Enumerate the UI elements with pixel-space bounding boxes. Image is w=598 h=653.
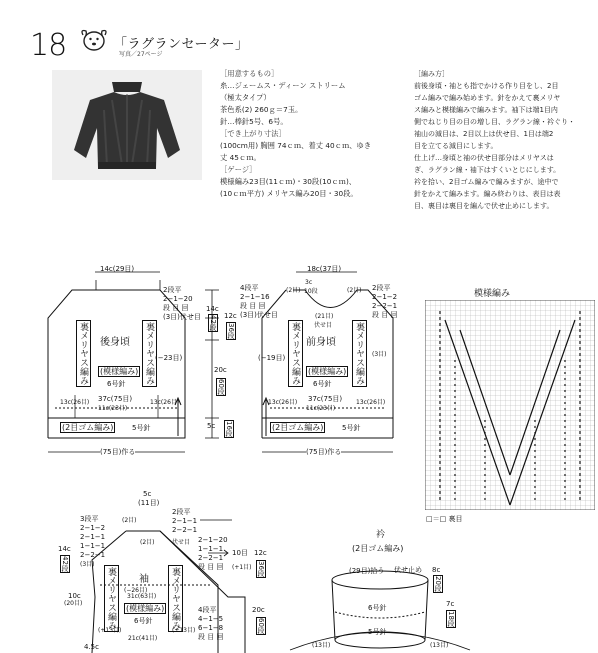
sleeve-arrow-10: 10目 [232,549,248,557]
front-center: (模様編み) [308,367,347,376]
front-left-bind: (3目)伏せ目 [240,311,278,319]
yarn-type: （極太タイプ） [220,93,271,102]
method-line: ゴム編みで編み始めます。針をかえて裏メリヤ [414,94,561,102]
back-width-37: 37c(75目) [98,395,133,403]
sleeve-side-dec-2: 6−1−8 [198,624,224,632]
collar-subtitle: (2目ゴム編み) [352,544,404,553]
dim-14c: 14c [206,305,219,313]
front-title: 前身頃 [306,337,336,348]
pattern-title: 模様編み [474,289,511,299]
size-line-1: (100cm用) 胸囲 74ｃｍ、着丈 40ｃｍ、ゆき [220,141,372,150]
sleeve-top: 5c [143,490,152,498]
sleeve-right-36: 36段 [257,561,266,577]
sleeve-side-right: 裏メリヤス編み [168,565,183,632]
sleeve-left-gap: (3目) [80,561,95,568]
collar-18: 18段 [447,611,456,627]
front-seg-left: 13c(26目) [268,399,298,406]
dim-60: 60段 [217,379,226,395]
method-line: 針をかえて編みます。編み終わりは、表目は表 [414,190,561,198]
back-rows-label: 2段平 [163,286,182,294]
front-right-bind: (3目) [372,351,387,358]
sleeve-side-dec-label: 4段平 [198,606,217,614]
collar-needle-5: 5号針 [368,628,387,636]
back-seg-mid: 11c(23目) [98,405,128,412]
method-line: ぎ、ラグラン線・袖下はすくいとじにします。 [414,166,561,174]
method-line: 袖山の減目は、2目以上は伏せ目、1目は端2 [414,130,554,138]
sleeve-right-dec-2: 2−2−1 [172,526,198,534]
front-cast-on: (75目)作る [306,448,342,456]
gauge-title: ［ゲージ］ [220,165,257,174]
sleeve-needle-6: 6号針 [134,617,153,625]
back-decrease-2: 段 目 回 [163,304,189,312]
collar-7c: 7c [446,600,455,608]
sleeve-right-12c: 12c [254,549,267,557]
dim-42: 42段 [209,315,218,331]
back-needle-6: 6号針 [107,380,126,388]
sleeve-side-dec-3: 段 目 回 [198,633,224,641]
sleeve-inc-right: (+13目) [172,627,196,634]
page-title: 「ラグランセーター」 [114,37,249,52]
sleeve-center-2: (2目) [140,539,155,546]
method-title: ［編み方］ [414,70,449,78]
front-ribbing: (2目ゴム編み) [272,423,324,432]
method-line: 目を立てる減目にします。 [414,142,498,150]
front-side-left: 裏メリヤス編み [288,320,303,387]
front-center-bind-2: 伏せ目 [314,322,333,329]
front-side-decrease: (−19目) [258,354,286,362]
color-line: 茶色系(2) 260ｇ＝7玉。 [220,105,303,114]
needle-line: 針…棒針5号、6号。 [220,117,288,126]
sleeve-left-14c: 14c [58,545,71,553]
method-line: 前後身頃・袖とも指でかける作り目をし、2目 [414,82,559,90]
sleeve-title: 袖 [139,574,149,585]
sleeve-bottom-left: 4.5c [84,643,99,651]
sleeve-left-dec-4: 2−2−1 [80,551,106,559]
front-side-right: 裏メリヤス編み [352,320,367,387]
pattern-legend: □＝□ 裏目 [426,515,463,523]
front-top-width: 18c(37目) [307,265,342,273]
sleeve-right-dec-4: 1−1−1 [198,545,224,553]
collar-bind: 伏せ止め [394,566,422,574]
back-ribbing: (2目ゴム編み) [62,423,114,432]
sleeve-center: (模様編み) [126,604,165,613]
pattern-chart [425,300,595,510]
method-line: 仕上げ…身頃と袖の伏せ目部分はメリヤスは [414,154,554,162]
back-top-width: 14c(29目) [100,265,135,273]
sleeve-right-rows: 2段平 [172,508,191,516]
materials-title: ［用意するもの］ [220,69,279,78]
collar-title: 衿 [376,530,386,540]
photo-reference: 写真／27ページ [119,51,163,58]
front-neck-top: 3c [305,279,313,286]
front-right-dec-2: 2−2−1 [372,302,398,310]
front-left-dec-2: 段 目 回 [240,302,266,310]
front-seg-mid: 11c(23目) [306,405,336,412]
page-number: 18 [30,28,67,63]
front-width-37: 37c(75目) [308,395,343,403]
back-center: (模様編み) [100,367,139,376]
collar-pickup: (29目)拾う [349,567,385,575]
front-center-bind: (21目) [315,313,334,320]
yarn-line: 糸…ジェームス・ディーン ストリーム [220,81,346,90]
sleeve-right-dec-6: 段 目 回 [198,563,224,571]
collar-bottom-right: (13目) [430,642,449,649]
front-neck-left: (2目) [286,287,301,294]
sleeve-left-29: (20目) [64,600,83,607]
back-cast-on: (75目)作る [100,448,136,456]
collar-20: 20段 [434,576,443,592]
back-side-right: 裏メリヤス編み [142,320,157,387]
dim-36: 36段 [227,323,236,339]
front-seg-right: 13c(26目) [356,399,386,406]
back-side-decrease: (−23目) [155,354,183,362]
sleeve-right-dec-5: 2−2−1 [198,554,224,562]
sleeve-right-two: (2目) [122,517,137,524]
front-neck-top-2: 10段 [304,288,318,295]
front-left-rows: 4段平 [240,284,259,292]
back-seg-right: 13c(26目) [150,399,180,406]
method-line: 側でねじり目の目の増し目、ラグラン線・衿ぐり・ [414,118,575,126]
gauge-line-2: (10ｃｍ平方) メリヤス編み20目・30段。 [220,189,358,198]
size-title: ［でき上がり寸法］ [220,129,286,138]
front-needle-5: 5号針 [342,424,361,432]
dim-12c: 12c [224,312,237,320]
sleeve-inc-left: (+13目) [98,627,122,634]
method-line: 目、裏目は裏目を編んで伏せ止めにします。 [414,202,554,210]
sleeve-right-dec-1: 2−1−1 [172,517,198,525]
sleeve-side-dec-1: 4−1−5 [198,615,224,623]
collar-needle-6: 6号針 [368,604,387,612]
front-neck-right: (2目) [347,287,362,294]
method-line: ス編みと模様編みで編みます。袖下は端1目内 [414,106,558,114]
collar-bottom-left: (13目) [312,642,331,649]
sleeve-left-42: 42段 [61,556,70,572]
front-left-dec-1: 2−1−16 [240,293,270,301]
sleeve-width-21: 21c(41目) [128,635,158,642]
size-line-2: 丈 45ｃｍ。 [220,153,261,162]
sleeve-right-bind: 伏せ目 [172,539,191,546]
sleeve-right-60: 60段 [257,618,266,634]
dim-20c: 20c [214,366,227,374]
sleeve-left-10c: 10c [68,592,81,600]
front-right-dec-1: 2−1−2 [372,293,398,301]
dim-5c: 5c [207,422,216,430]
sleeve-right-dec-3: 2−1−20 [198,536,228,544]
sleeve-top-2: (11目) [138,499,160,507]
sleeve-left-dec-2: 2−1−1 [80,533,106,541]
back-side-left: 裏メリヤス編み [76,320,91,387]
dim-16: 16段 [225,421,234,437]
front-needle-6: 6号針 [313,380,332,388]
back-needle-5: 5号針 [132,424,151,432]
front-right-dec-3: 段 目 回 [372,311,398,319]
back-bind-off: (3目)伏せ目 [163,313,201,321]
sleeve-left-dec-1: 2−1−2 [80,524,106,532]
sleeve-left-dec-3: 1−1−1 [80,542,106,550]
front-right-rows: 2段平 [372,284,391,292]
sleeve-right-20c: 20c [252,606,265,614]
collar-8c: 8c [432,566,441,574]
pattern-grid [425,300,595,510]
gauge-line-1: 模様編み23目(11ｃｍ)・30段(10ｃｍ)、 [220,177,357,186]
sleeve-width-31: 31c(63目) [127,593,157,600]
back-seg-left: 13c(26目) [60,399,90,406]
sleeve-plus-right: (+1目) [232,564,252,571]
sleeve-dec-26: (−26目) [124,587,148,594]
back-decrease-1: 2−1−20 [163,295,193,303]
back-title: 後身頃 [100,337,130,348]
method-line: 衿を拾い、2目ゴム編みで編みますが、途中で [414,178,559,186]
sleeve-left-rows: 3段平 [80,515,99,523]
sleeve-side-left: 裏メリヤス編み [104,565,119,632]
